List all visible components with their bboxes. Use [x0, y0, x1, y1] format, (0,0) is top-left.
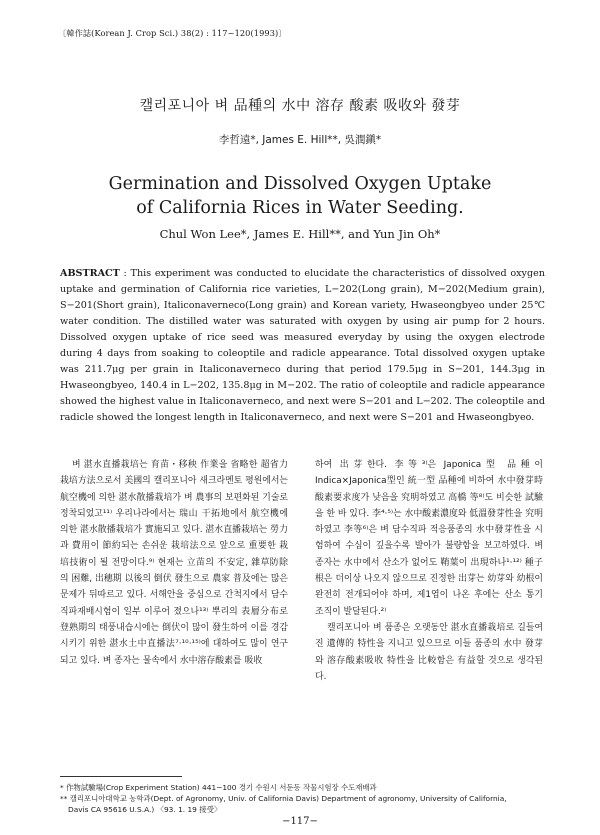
- body-left-column: [60, 457, 288, 669]
- abstract-text: This experiment was conducted to elucidate the characteristics of dissolved oxygen uptake and germination of California rice varieties, L−202(Long grain), M−202(Medium grain), S−201(Short grain), Italiconaverneco(Long grain) and Korean variety, Hwaseongbyeo under 25℃ water condition. The distilled water was saturated with oxygen by using air pump for 2 hours. Dissolved oxygen uptake of rice seed was measured everyday by using the oxygen electrode during 4 days from soaking to coleoptile and radicle appearance. Total dissolved oxygen uptake was 211.7μg per grain in Italiconaverneco during that period 179.5μg in S−201, 144.3μg in Hwaseongbyeo, 140.4 in L−202, 135.8μg in M−202. The ratio of coleoptile and radicle appearance showed the highest value in Italiconaverneco, and next were S−201 and L−202. The coleoptile and radicle showed the longest length in Italiconaverneco, and next were S−201 and Hwaseongbyeo.: [60, 268, 545, 423]
- journal-citation: 〔韓作誌(Korean J. Crop Sci.) 38(2) : 117~120(1993)〕: [58, 28, 287, 38]
- body-paragraph: 하여 出芽한다. 李等³⁾은 Japonica型 品種이 Indica×Japonica型인 統一型 品種에 비하여 水中發芽時 酸素要求度가 낮음을 究明하였고 高橋 等⁸⁾도 비슷한 試驗을 한 바 있다. 李⁴·⁵⁾는 水中酸素濃度와 低溫發芽性을 究明하였고 李等⁶⁾은 벼 담수직파 적응품종의 水中發芽性을 시험하여 수심이 깊을수록 발아가 불량함을 보고하였다. 벼 종자는 水中에서 산소가 없어도 鞘葉이 出現하나¹·¹²⁾ 種子根은 더이상 나오지 않으므로 진정한 出芽는 幼芽와 幼根이 완전히 전개되어야 하며, 제1엽이 나온 후에는 산소 통기 조직이 발달된다.²⁾: [315, 460, 543, 617]
- abstract: [60, 266, 545, 426]
- page-number: −117−: [282, 816, 318, 827]
- korean-authors: 李哲遠*, James E. Hill**, 吳潤鎭*: [218, 134, 382, 146]
- body-paragraph: 캘리포니아 벼 품종은 오랫동안 湛水直播栽培로 길들여진 遺傳的 特性을 지니고 있으므로 이들 품종의 水中 發芽와 溶存酸素吸收 特性을 比較함은 有益할 것으로 생각된다.: [315, 622, 543, 682]
- english-title-line1: Germination and Dissolved Oxygen Uptake: [108, 174, 492, 194]
- body-paragraph: 벼 湛水直播栽培는 育苗・移秧 作業을 省略한 超省力栽培方法으로서 美國의 캘리포니아 새크라멘토 평원에서는 航空機에 의한 湛水散播栽培가 벼 農事의 보편화된 기술로 정착되었고¹¹⁾ 우리나라에서는 瑞山 干拓地에서 航空機에 의한 湛水散播栽培가 實施되고 있다. 湛水直播栽培는 勞力과 費用이 節約되는 손쉬운 栽培法으로 앞으로 重要한 栽培技術이 될 전망이다.⁹⁾ 현재는 立苗의 不安定, 雜草防除의 困難, 出穗期 以後의 倒伏 發生으로 農家 普及에는 많은 문제가 뒤따르고 있다. 서해안을 중심으로 간척지에서 담수직파재배시험이 일부 이루어 졌으나¹³⁾ 뿌리의 表層分布로 登熟期의 태풍내습시에는 倒伏이 많이 發生하여 이를 경감시키기 위한 湛水土中直播法⁷·¹⁰·¹⁵⁾에 대하여도 많이 연구되고 있다. 벼 종자는 물속에서 水中溶存酸素를 吸收: [60, 460, 288, 666]
- abstract-label: ABSTRACT: [60, 268, 120, 279]
- abstract-separator: :: [119, 268, 131, 279]
- footnote-divider: [60, 776, 182, 777]
- footnotes: [60, 782, 545, 815]
- english-title: [0, 172, 600, 220]
- korean-title: 캘리포니아 벼 品種의 水中 溶存 酸素 吸收와 發芽: [139, 98, 461, 114]
- body-right-column: [315, 457, 543, 685]
- footnote-2: ** 캘리포니아대학교 농학과(Dept. of Agronomy, Univ. of California Davis) Department of agronomy, University of California,: [60, 794, 507, 803]
- english-title-line2: of California Rices in Water Seeding.: [136, 198, 464, 218]
- footnote-2-cont: Davis CA 95616 U.S.A.) 〈93. 1. 19 接受〉: [68, 805, 222, 814]
- english-authors: Chul Won Lee*, James E. Hill**, and Yun Jin Oh*: [159, 227, 441, 241]
- footnote-1: * 作物試驗場(Crop Experiment Station) 441−100 경기 수원시 서둔동 작물시험장 수도재배과: [60, 783, 377, 792]
